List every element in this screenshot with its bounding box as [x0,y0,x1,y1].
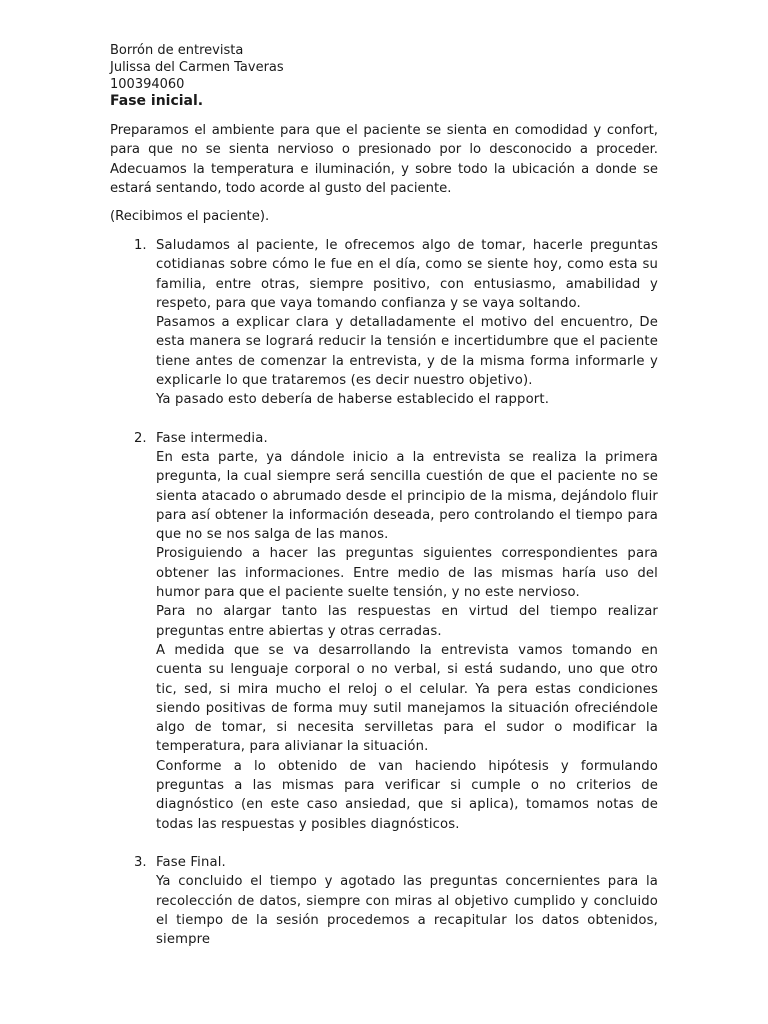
paragraph: Ya pasado esto debería de haberse establecido el rapport. [156,392,550,408]
author-name: Julissa del Carmen Taveras [110,60,284,75]
list-item-number: 3. [134,854,147,870]
received-note: (Recibimos el paciente). [110,209,270,224]
paragraph: Pasamos a explicar clara y detalladamente el motivo del encuentro, De esta manera se logrará reducir la tensión e incertidumbre que el paciente tiene antes de comenzar la entrevista, y de la misma forma informarle y explicarle lo que trataremos (es decir nuestro objetivo). [156,315,658,389]
paragraph: Conforme a lo obtenido de van haciendo hipótesis y formulando preguntas a las mismas para verificar si cumple o no criterios de diagnóstico (en este caso ansiedad, que si aplica), tomamos notas de todas las respuestas y posibles diagnósticos. [156,758,658,832]
student-id: 100394060 [110,77,185,92]
numbered-list [110,236,658,949]
list-item-number: 1. [134,238,147,253]
intro-paragraph: Preparamos el ambiente para que el paciente se sienta en comodidad y confort, para que no se sienta nervioso o presionado por lo desconocido a proceder. Adecuamos la temperatura e iluminación, y sobre todo la ubicación a donde se estará sentando, todo acorde al gusto del paciente. [110,123,658,196]
list-item-body [156,853,658,949]
phase-title: Fase inicial. [110,93,204,109]
paragraph: Saludamos al paciente, le ofrecemos algo de tomar, hacerle preguntas cotidianas sobre cómo le fue en el día, como se siente hoy, como esta su familia, entre otras, siempre positivo, con entusiasmo, amabilidad y respeto, para que vaya tomando confianza y se vaya soltando. [156,238,658,311]
paragraph: Para no alargar tanto las respuestas en virtud del tiempo realizar preguntas entre abiertas y otras cerradas. [156,604,658,639]
list-item [110,429,658,834]
section-heading: Fase intermedia. [156,430,268,446]
list-item-body [156,429,658,834]
document-header [110,42,670,110]
paragraph: En esta parte, ya dándole inicio a la entrevista se realiza la primera pregunta, la cual siempre será sencilla cuestión de que el paciente no se sienta atacado o abrumado desde el principio de la misma, dejándolo fluir para así obtener la información deseada, pero controlando el tiempo para que no se nos salga de las manos. [156,449,658,543]
paragraph: Prosiguiendo a hacer las preguntas siguientes correspondientes para obtener las informaciones. Entre medio de las mismas haría uso del humor para que el paciente suelte tensión, y no este nervioso. [156,546,658,601]
list-item [110,236,658,410]
paragraph: A medida que se va desarrollando la entrevista vamos tomando en cuenta su lenguaje corporal o no verbal, si está sudando, uno que otro tic, sed, si mira mucho el reloj o el celular. Ya pera estas condiciones siendo positivas de forma muy sutil manejamos la situación ofreciéndole algo de tomar, si necesita servilletas para el sudor o modificar la temperatura, para alivianar la situación. [156,642,658,755]
section-heading: Fase Final. [156,854,226,870]
document-title: Borrón de entrevista [110,43,244,58]
paragraph: Ya concluido el tiempo y agotado las preguntas concernientes para la recolección de datos, siempre con miras al objetivo cumplido y concluido el tiempo de la sesión procedemos a recapitular los datos obtenidos, siempre [156,874,658,948]
list-item-body [156,236,658,410]
list-item [110,853,658,949]
list-item-number: 2. [134,430,147,446]
